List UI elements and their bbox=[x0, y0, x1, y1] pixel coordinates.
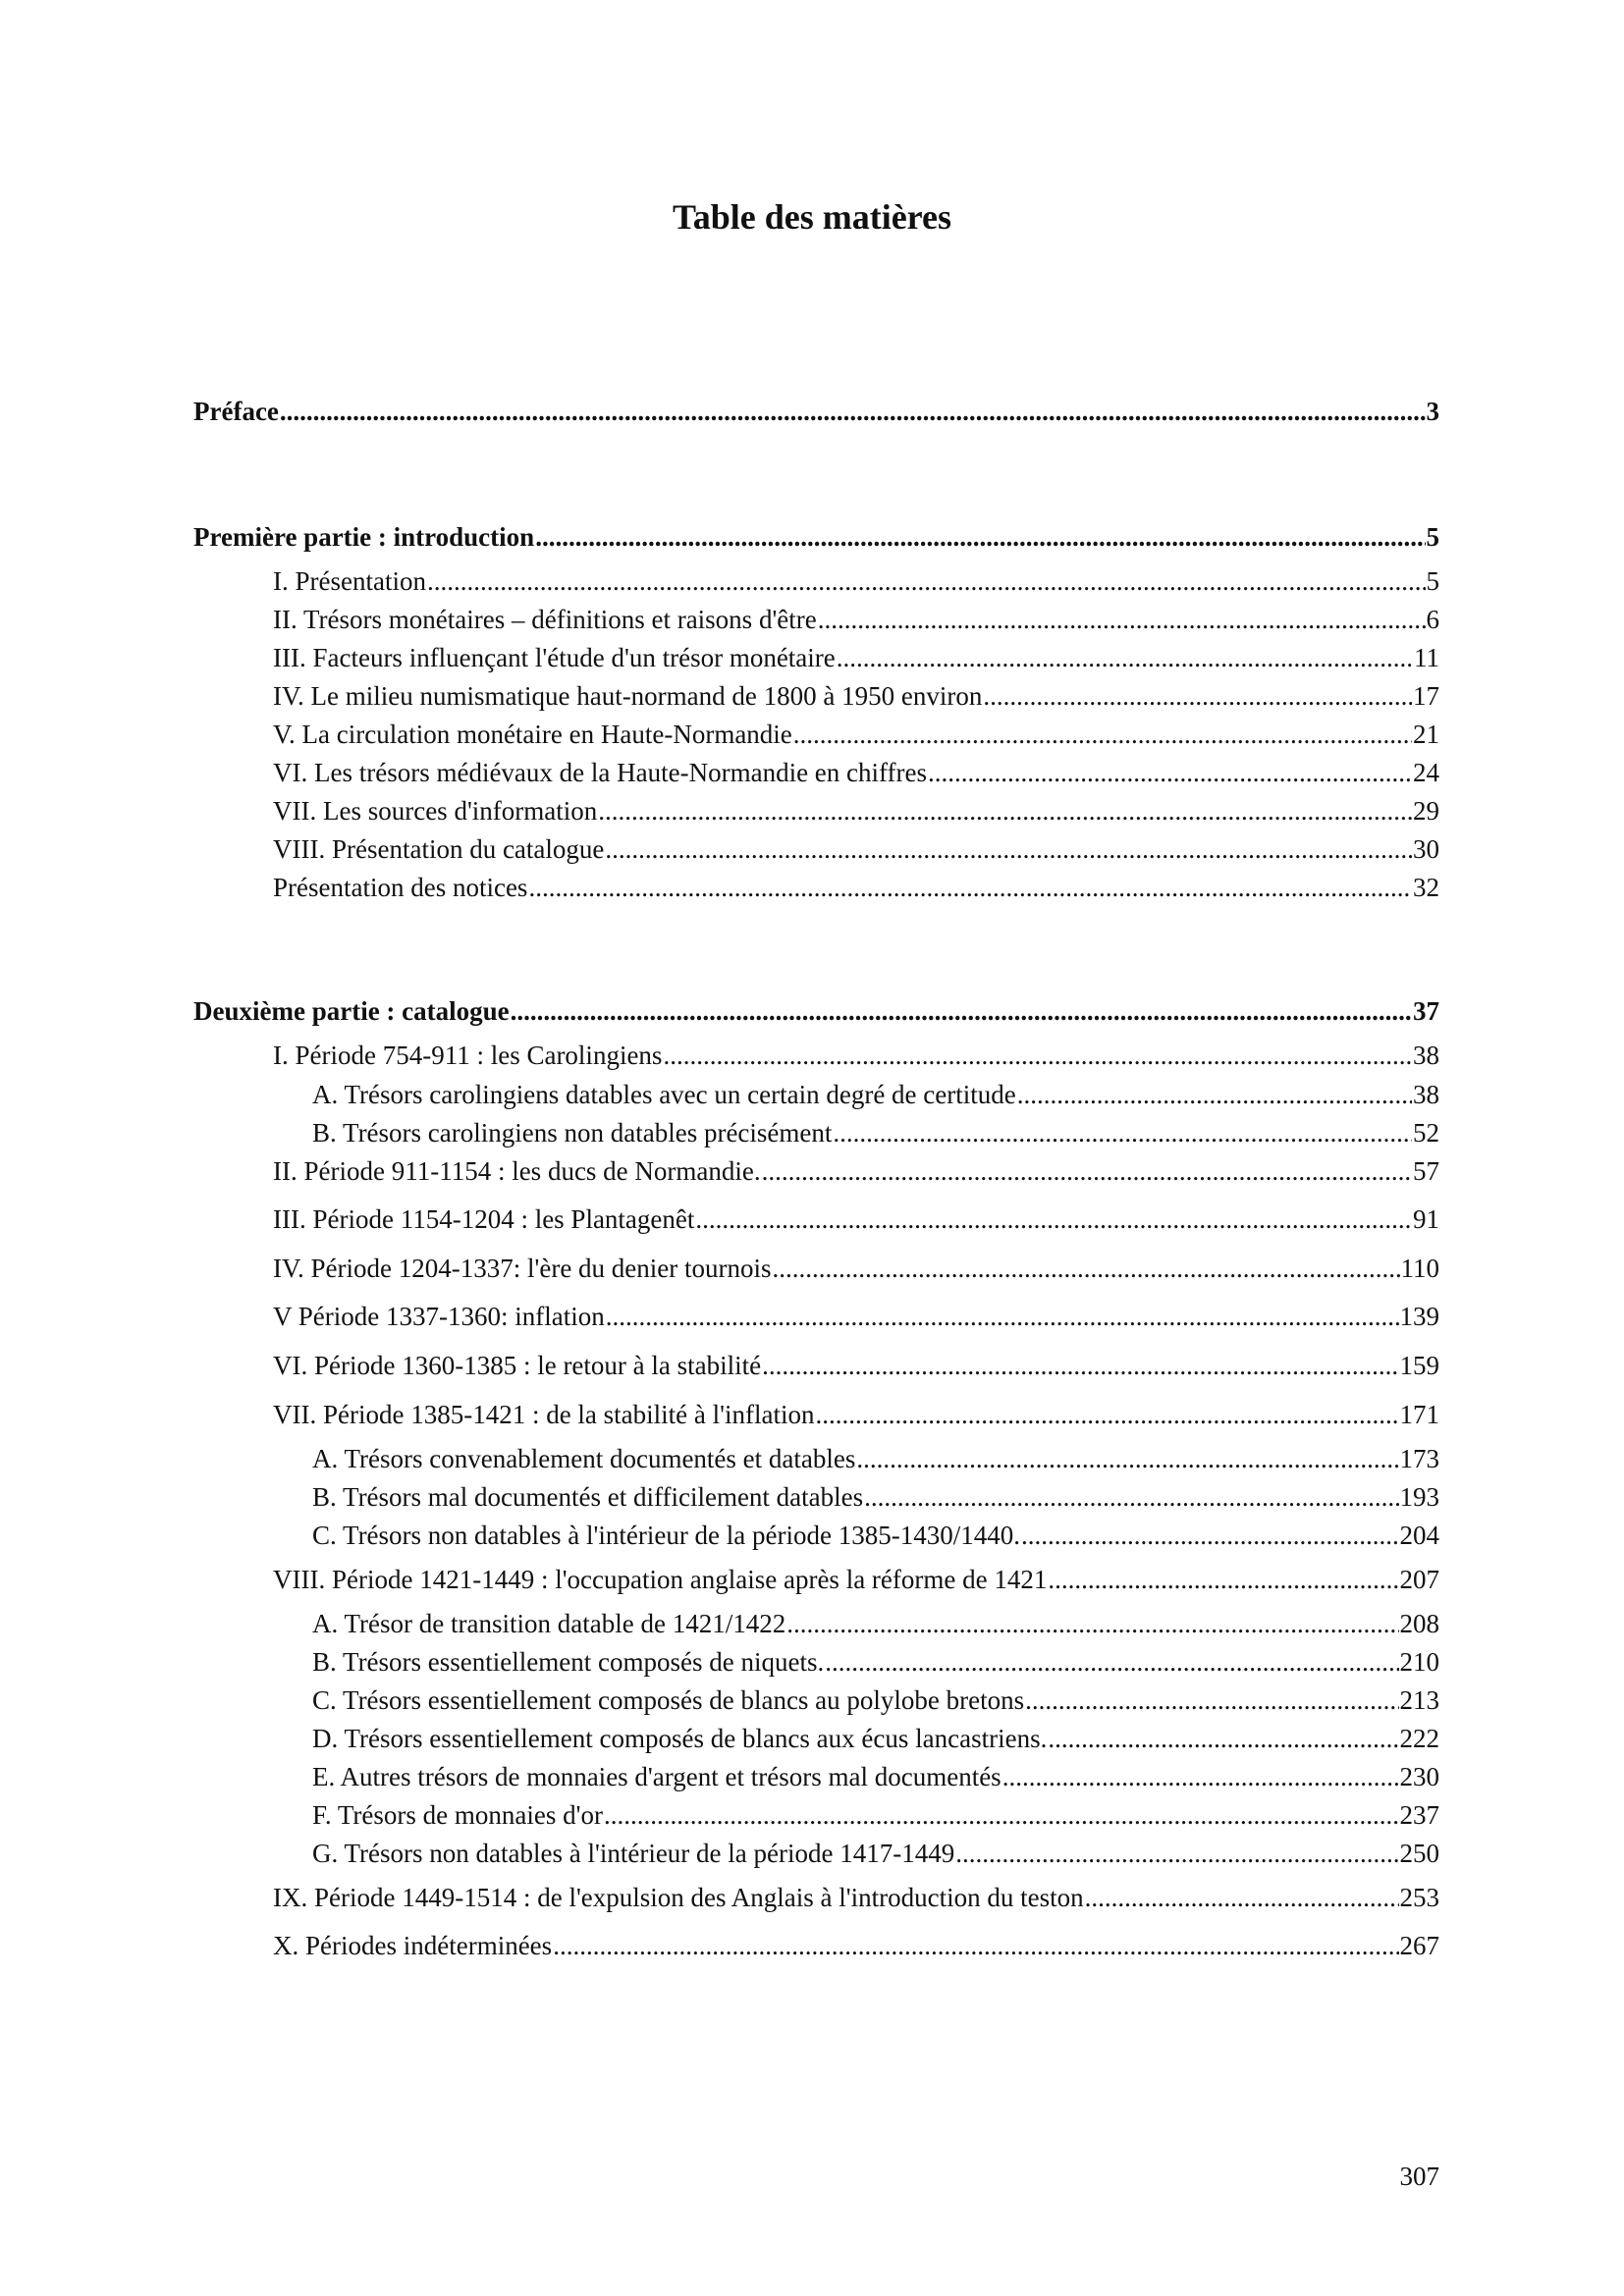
toc-entry-label: IV. Période 1204-1337: l'ère du denier tournois bbox=[273, 1254, 772, 1283]
toc-entry-page: 3 bbox=[1426, 397, 1439, 426]
toc-entry-page: 253 bbox=[1399, 1883, 1439, 1912]
toc-entry-page: 204 bbox=[1399, 1521, 1439, 1550]
toc-entry-label: A. Trésor de transition datable de 1421/1422 bbox=[312, 1609, 786, 1638]
toc-entry-label: F. Trésors de monnaies d'or bbox=[312, 1800, 603, 1830]
toc-entry bbox=[273, 1929, 1439, 1962]
toc-entry bbox=[193, 994, 1439, 1028]
toc-entry-label: A. Trésors carolingiens datables avec un certain degré de certitude bbox=[312, 1080, 1016, 1109]
toc-dot-leader bbox=[825, 1645, 1398, 1679]
toc-dot-leader bbox=[928, 756, 1412, 789]
toc-entry-page: 29 bbox=[1413, 796, 1439, 826]
page-title: Table des matières bbox=[673, 197, 951, 237]
toc-entry-page: 11 bbox=[1414, 643, 1439, 672]
toc-entry bbox=[312, 1607, 1439, 1640]
toc-entry-label: IX. Période 1449-1514 : de l'expulsion des Anglais à l'introduction du teston bbox=[273, 1883, 1084, 1912]
toc-dot-leader bbox=[833, 1116, 1412, 1149]
toc-entry-label: II. Trésors monétaires – définitions et raisons d'être bbox=[273, 605, 817, 634]
toc-entry-label: Présentation des notices bbox=[273, 873, 528, 902]
toc-dot-leader bbox=[786, 1607, 1398, 1640]
toc-entry-page: 24 bbox=[1413, 758, 1439, 787]
toc-entry bbox=[273, 1252, 1439, 1285]
toc-entry-page: 171 bbox=[1399, 1400, 1439, 1429]
toc-entry bbox=[312, 1442, 1439, 1475]
toc-dot-leader bbox=[604, 1798, 1399, 1832]
toc-entry bbox=[273, 1039, 1439, 1072]
toc-dot-leader bbox=[1025, 1683, 1398, 1717]
toc-entry-page: 193 bbox=[1399, 1482, 1439, 1512]
toc-entry-label: VI. Période 1360-1385 : le retour à la stabilité bbox=[273, 1351, 762, 1380]
toc-dot-leader bbox=[955, 1837, 1398, 1870]
toc-entry-label: VI. Les trésors médiévaux de la Haute-Normandie en chiffres bbox=[273, 758, 927, 787]
toc-entry-page: 30 bbox=[1413, 834, 1439, 864]
toc-entry-label: VIII. Présentation du catalogue bbox=[273, 834, 605, 864]
toc-entry bbox=[273, 1398, 1439, 1431]
toc-entry-page: 173 bbox=[1399, 1444, 1439, 1473]
toc-dot-leader bbox=[605, 832, 1412, 866]
toc-entry-page: 250 bbox=[1399, 1839, 1439, 1868]
toc-dot-leader bbox=[1017, 1078, 1412, 1111]
toc-entry-label: E. Autres trésors de monnaies d'argent et trésors mal documentés bbox=[312, 1762, 1001, 1791]
toc-entry-page: 57 bbox=[1413, 1156, 1439, 1186]
toc-entry-label: Préface bbox=[193, 397, 279, 426]
toc-dot-leader bbox=[1048, 1722, 1398, 1755]
toc-entry-label: I. Période 754-911 : les Carolingiens bbox=[273, 1041, 663, 1070]
toc-entry-page: 21 bbox=[1413, 720, 1439, 749]
toc-entry-label: VII. Période 1385-1421 : de la stabilité à l'inflation bbox=[273, 1400, 815, 1429]
toc-entry-page: 5 bbox=[1426, 522, 1439, 552]
toc-entry bbox=[312, 1837, 1439, 1870]
toc-entry bbox=[273, 718, 1439, 751]
toc-dot-leader bbox=[1048, 1563, 1398, 1596]
toc-entry bbox=[273, 564, 1439, 598]
toc-entry-label: A. Trésors convenablement documentés et datables bbox=[312, 1444, 856, 1473]
toc-dot-leader bbox=[511, 994, 1412, 1028]
toc-dot-leader bbox=[535, 520, 1425, 554]
toc-dot-leader bbox=[427, 564, 1426, 598]
toc-entry-page: 38 bbox=[1413, 1080, 1439, 1109]
toc-dot-leader bbox=[528, 871, 1412, 904]
toc-dot-leader bbox=[864, 1480, 1398, 1514]
toc-entry-page: 52 bbox=[1413, 1118, 1439, 1148]
toc-entry-label: V. La circulation monétaire en Haute-Normandie bbox=[273, 720, 792, 749]
toc-dot-leader bbox=[793, 718, 1412, 751]
toc-entry-page: 210 bbox=[1399, 1647, 1439, 1677]
toc-entry-label: C. Trésors non datables à l'intérieur de la période 1385-1430/1440. bbox=[312, 1521, 1020, 1550]
toc-entry bbox=[273, 603, 1439, 636]
toc-entry bbox=[312, 1798, 1439, 1832]
toc-entry-page: 213 bbox=[1399, 1685, 1439, 1715]
toc-entry-page: 110 bbox=[1400, 1254, 1439, 1283]
toc-entry bbox=[273, 832, 1439, 866]
toc-entry-page: 38 bbox=[1413, 1041, 1439, 1070]
toc-entry bbox=[273, 1881, 1439, 1914]
toc-dot-leader bbox=[280, 395, 1426, 428]
toc-entry bbox=[273, 1300, 1439, 1333]
toc-dot-leader bbox=[773, 1252, 1400, 1285]
toc-entry-page: 17 bbox=[1413, 681, 1439, 711]
toc-entry bbox=[273, 1154, 1439, 1188]
toc-dot-leader bbox=[983, 679, 1412, 713]
toc-entry-page: 267 bbox=[1399, 1931, 1439, 1960]
toc-entry-page: 5 bbox=[1426, 566, 1439, 596]
toc-entry-label: IV. Le milieu numismatique haut-normand de 1800 à 1950 environ bbox=[273, 681, 983, 711]
toc-dot-leader bbox=[1021, 1519, 1399, 1552]
toc-entry-page: 237 bbox=[1399, 1800, 1439, 1830]
page-number: 307 bbox=[1399, 2162, 1439, 2191]
toc-dot-leader bbox=[695, 1202, 1412, 1236]
toc-entry-page: 159 bbox=[1399, 1351, 1439, 1380]
toc-entry-page: 32 bbox=[1413, 873, 1439, 902]
toc-entry bbox=[312, 1116, 1439, 1149]
toc-entry-label: III. Facteurs influençant l'étude d'un trésor monétaire bbox=[273, 643, 836, 672]
toc-entry bbox=[312, 1078, 1439, 1111]
toc-entry-label: Première partie : introduction bbox=[193, 522, 535, 552]
toc-entry-label: X. Périodes indéterminées bbox=[273, 1931, 553, 1960]
toc-dot-leader bbox=[663, 1039, 1412, 1072]
toc-entry bbox=[273, 794, 1439, 828]
toc-dot-leader bbox=[762, 1349, 1398, 1382]
toc-entry-label: V Période 1337-1360: inflation bbox=[273, 1302, 605, 1331]
toc-entry-label: G. Trésors non datables à l'intérieur de la période 1417-1449 bbox=[312, 1839, 955, 1868]
toc-entry-label: B. Trésors mal documentés et difficilement datables bbox=[312, 1482, 864, 1512]
toc-entry-label: D. Trésors essentiellement composés de blancs aux écus lancastriens. bbox=[312, 1724, 1048, 1753]
toc-dot-leader bbox=[762, 1154, 1412, 1188]
toc-dot-leader bbox=[856, 1442, 1398, 1475]
toc-entry-page: 6 bbox=[1426, 605, 1439, 634]
toc-entry-label: VIII. Période 1421-1449 : l'occupation anglaise après la réforme de 1421 bbox=[273, 1565, 1048, 1594]
toc-entry bbox=[312, 1645, 1439, 1679]
toc-entry-page: 207 bbox=[1399, 1565, 1439, 1594]
toc-entry bbox=[312, 1480, 1439, 1514]
toc-entry bbox=[193, 395, 1439, 428]
toc-entry-label: C. Trésors essentiellement composés de blancs au polylobe bretons bbox=[312, 1685, 1025, 1715]
toc-entry-page: 91 bbox=[1413, 1204, 1439, 1234]
toc-entry bbox=[273, 756, 1439, 789]
toc-entry bbox=[273, 1349, 1439, 1382]
toc-entry bbox=[273, 679, 1439, 713]
toc-entry-label: II. Période 911-1154 : les ducs de Normandie. bbox=[273, 1156, 761, 1186]
toc-entry bbox=[273, 871, 1439, 904]
toc-entry-label: III. Période 1154-1204 : les Plantagenêt bbox=[273, 1204, 695, 1234]
toc-entry-page: 222 bbox=[1399, 1724, 1439, 1753]
toc-entry-label: I. Présentation bbox=[273, 566, 426, 596]
toc-dot-leader bbox=[815, 1398, 1398, 1431]
toc-entry bbox=[273, 1563, 1439, 1596]
toc-dot-leader bbox=[606, 1300, 1399, 1333]
toc-entry-page: 139 bbox=[1399, 1302, 1439, 1331]
toc-entry bbox=[273, 1202, 1439, 1236]
toc-dot-leader bbox=[1085, 1881, 1399, 1914]
toc-entry-page: 208 bbox=[1399, 1609, 1439, 1638]
toc-entry bbox=[312, 1683, 1439, 1717]
toc-entry-label: B. Trésors essentiellement composés de niquets. bbox=[312, 1647, 825, 1677]
toc-entry-label: VII. Les sources d'information bbox=[273, 796, 598, 826]
toc-entry bbox=[312, 1760, 1439, 1793]
toc-dot-leader bbox=[818, 603, 1426, 636]
toc-entry-page: 37 bbox=[1413, 996, 1439, 1026]
toc-entry-page: 230 bbox=[1399, 1762, 1439, 1791]
toc-entry-label: Deuxième partie : catalogue bbox=[193, 996, 510, 1026]
toc-dot-leader bbox=[837, 641, 1413, 674]
toc-entry bbox=[193, 520, 1439, 554]
toc-entry bbox=[273, 641, 1439, 674]
toc-dot-leader bbox=[553, 1929, 1398, 1962]
toc-dot-leader bbox=[598, 794, 1412, 828]
toc-dot-leader bbox=[1002, 1760, 1399, 1793]
toc-entry bbox=[312, 1722, 1439, 1755]
toc-entry-label: B. Trésors carolingiens non datables précisément bbox=[312, 1118, 833, 1148]
toc-entry bbox=[312, 1519, 1439, 1552]
